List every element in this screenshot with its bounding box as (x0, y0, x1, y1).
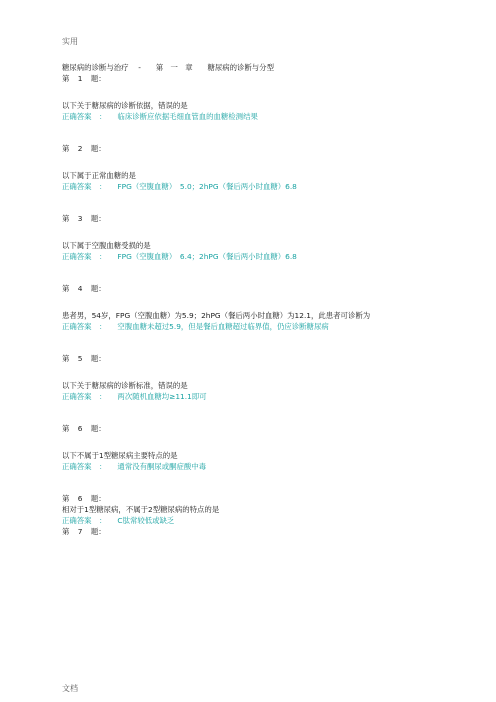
question-3-answer: 正确答案 ： FPG（空腹血糖） 6.4；2hPG（餐后两小时血糖）6.8 (62, 252, 297, 261)
question-4-text: 患者男，54岁，FPG（空腹血糖）为5.9；2hPG（餐后两小时血糖）为12.1，此患者可诊断为 (62, 311, 371, 320)
question-6b-text: 相对于1型糖尿病，不属于2型糖尿病的特点的是 (62, 505, 220, 514)
question-1-text: 以下关于糖尿病的诊断依据，错误的是 (62, 101, 188, 110)
question-4-heading: 第 4 题: (62, 284, 102, 293)
document-content (62, 62, 440, 537)
question-6-answer: 正确答案 ： 通常没有酮尿或酮症酸中毒 (62, 462, 207, 471)
question-6b-answer: 正确答案 ： C肽常较低或缺乏 (62, 516, 175, 525)
question-4-answer: 正确答案 ： 空腹血糖未超过5.9，但是餐后血糖超过临界值，仍应诊断糖尿病 (62, 322, 329, 331)
question-5-heading: 第 5 题: (62, 354, 102, 363)
question-1-answer: 正确答案 ： 临床诊断应依据毛细血管血的血糖检测结果 (62, 112, 258, 121)
question-6b-heading: 第 6 题: (62, 494, 102, 503)
question-7-heading: 第 7 题: (62, 527, 102, 536)
page-footer: 文档 (62, 684, 78, 693)
question-5-answer: 正确答案 ： 两次随机血糖均≥11.1即可 (62, 392, 207, 401)
question-6-text: 以下不属于1型糖尿病主要特点的是 (62, 451, 178, 460)
page-header: 实用 (62, 37, 78, 46)
question-2-heading: 第 2 题: (62, 144, 102, 153)
question-1-heading: 第 1 题: (62, 74, 102, 83)
question-2-answer: 正确答案 ： FPG（空腹血糖） 5.0；2hPG（餐后两小时血糖）6.8 (62, 182, 297, 191)
document-title: 糖尿病的诊断与治疗 - 第 一 章 糖尿病的诊断与分型 (62, 63, 274, 72)
question-3-text: 以下属于空腹血糖受损的是 (62, 241, 151, 250)
question-2-text: 以下属于正常血糖的是 (62, 171, 136, 180)
question-3-heading: 第 3 题: (62, 214, 102, 223)
question-5-text: 以下关于糖尿病的诊断标准，错误的是 (62, 381, 188, 390)
question-6-heading: 第 6 题: (62, 424, 102, 433)
